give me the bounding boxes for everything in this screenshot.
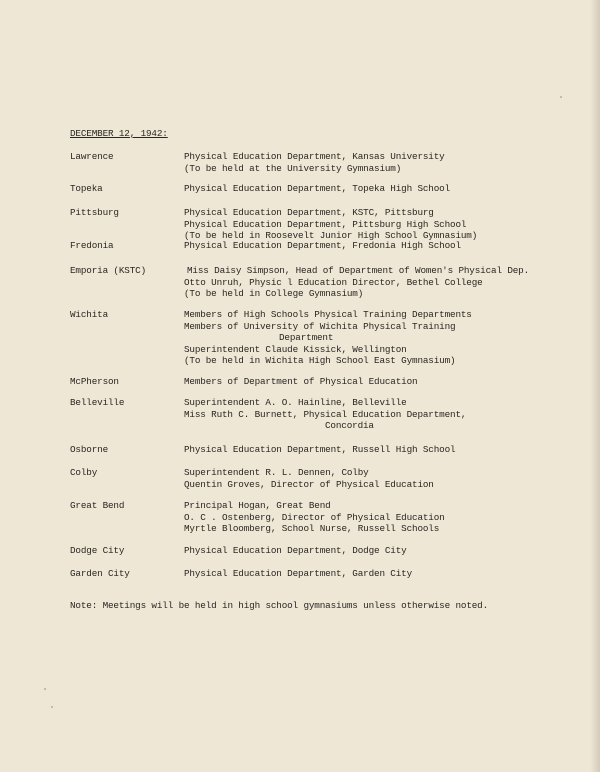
- detail-line: Miss Daisy Simpson, Head of Department of Women's Physical Dep.: [187, 265, 530, 276]
- detail-line: Members of University of Wichita Physical Training: [184, 320, 456, 332]
- location-details: [184, 183, 450, 195]
- location-details: [184, 500, 445, 535]
- detail-line: Physical Education Department, Dodge City: [184, 545, 407, 556]
- detail-line: Miss Ruth C. Burnett, Physical Education Department,: [184, 408, 467, 420]
- detail-line: Physical Education Department, Kansas University: [184, 151, 445, 162]
- detail-line: Myrtle Bloomberg, School Nurse, Russell Schools: [184, 523, 440, 534]
- location-details: [184, 568, 412, 580]
- detail-line: Physical Education Department, Russell High School: [184, 444, 456, 455]
- detail-line: Physical Education Department, Fredonia High School: [184, 240, 461, 251]
- detail-line: Quentin Groves, Director of Physical Education: [184, 478, 434, 490]
- location-label: Fredonia: [70, 240, 114, 251]
- location-label: Colby: [70, 467, 98, 478]
- location-details: [184, 240, 461, 252]
- paper-speck: [44, 688, 46, 690]
- location-label: Garden City: [70, 568, 130, 579]
- detail-line: (To be held at the University Gymnasium): [184, 162, 402, 174]
- location-label: Great Bend: [70, 500, 125, 511]
- detail-line: O. C . Ostenberg, Director of Physical Education: [184, 511, 445, 523]
- detail-line: Otto Unruh, Physic l Education Director, Bethel College: [184, 276, 483, 288]
- detail-line: Concordia: [325, 420, 374, 431]
- detail-line: Members of Department of Physical Education: [184, 376, 418, 387]
- location-details: [184, 397, 466, 432]
- location-details: [184, 376, 417, 388]
- location-details: [184, 207, 477, 242]
- location-label: Pittsburg: [70, 207, 119, 218]
- detail-line: (To be held in Roosevelt Junior High School Gymnasium): [184, 230, 478, 241]
- paper-speck: [560, 96, 562, 98]
- location-details: [184, 309, 472, 367]
- detail-line: (To be held in College Gymnasium): [184, 288, 364, 299]
- location-label: Belleville: [70, 397, 125, 408]
- detail-line: Members of High Schools Physical Training Departments: [184, 309, 472, 320]
- location-label: Wichita: [70, 309, 109, 320]
- location-label: Emporia (KSTC): [70, 265, 147, 276]
- detail-line: Superintendent R. L. Dennen, Colby: [184, 467, 369, 478]
- date-header: DECEMBER 12, 1942:: [70, 128, 168, 139]
- detail-line: Physical Education Department, Garden City: [184, 568, 413, 579]
- detail-line: Department: [279, 332, 334, 343]
- location-details: [184, 467, 434, 490]
- detail-line: Superintendent A. O. Hainline, Belleville: [184, 397, 407, 408]
- location-details: [184, 444, 455, 456]
- location-label: Lawrence: [70, 151, 114, 162]
- detail-line: (To be held in Wichita High School East Gymnasium): [184, 355, 456, 366]
- detail-line: Superintendent Claude Kissick, Wellington: [184, 343, 407, 355]
- detail-line: Physical Education Department, Topeka High School: [184, 183, 451, 194]
- paper-speck: [51, 706, 53, 708]
- page-edge-shadow: [590, 0, 600, 772]
- location-label: Topeka: [70, 183, 103, 194]
- location-label: McPherson: [70, 376, 119, 387]
- detail-line: Physical Education Department, Pittsburg High School: [184, 218, 467, 230]
- location-details: [184, 265, 529, 300]
- detail-line: Principal Hogan, Great Bend: [184, 500, 331, 511]
- location-label: Osborne: [70, 444, 109, 455]
- location-details: [184, 151, 445, 174]
- detail-line: Physical Education Department, KSTC, Pittsburg: [184, 207, 434, 218]
- location-label: Dodge City: [70, 545, 125, 556]
- location-details: [184, 545, 407, 557]
- footnote: Note: Meetings will be held in high school gymnasiums unless otherwise noted.: [70, 600, 489, 611]
